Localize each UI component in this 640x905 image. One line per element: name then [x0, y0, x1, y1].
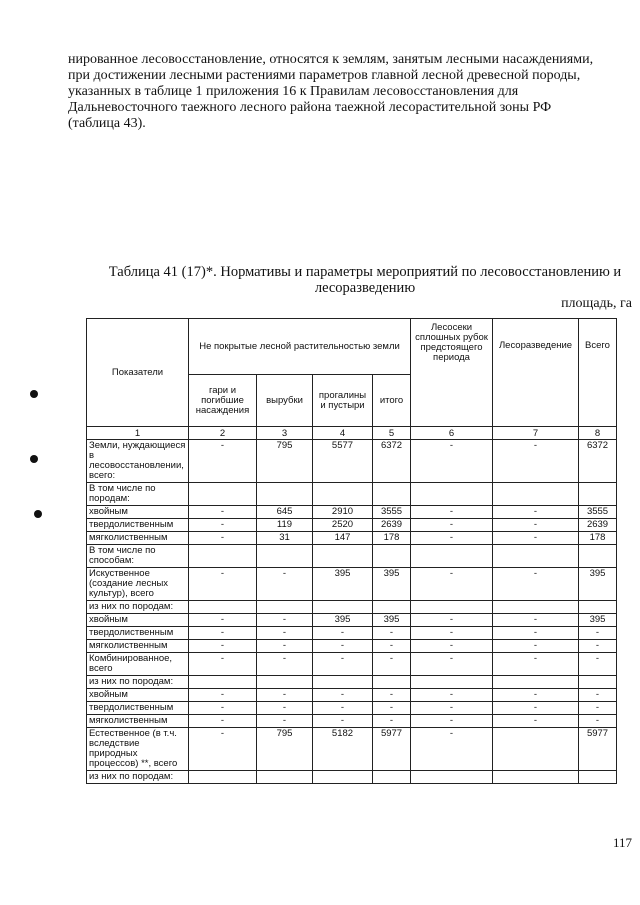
row-value [493, 545, 579, 568]
table-body [87, 440, 617, 784]
row-value: - [411, 440, 493, 483]
intro-line: (таблица 43). [68, 116, 146, 131]
row-value: - [257, 640, 313, 653]
row-value: 31 [257, 532, 313, 545]
header-not-covered-group: Не покрытые лесной растительностью земли [189, 319, 411, 375]
row-value [579, 601, 617, 614]
row-value: - [373, 640, 411, 653]
row-label: из них по породам: [87, 771, 189, 784]
row-value [257, 483, 313, 506]
row-value: 395 [373, 568, 411, 601]
header-burned: гари и погибшие насаждения [189, 375, 257, 427]
table-row [87, 440, 617, 483]
row-value: - [411, 519, 493, 532]
row-value: 2520 [313, 519, 373, 532]
row-value [493, 676, 579, 689]
row-value: 395 [313, 614, 373, 627]
row-label: хвойным [87, 506, 189, 519]
row-value: - [257, 614, 313, 627]
row-value [373, 483, 411, 506]
header-glades: прогалины и пустыри [313, 375, 373, 427]
table-row [87, 771, 617, 784]
intro-line: указанных в таблице 1 приложения 16 к Правилам лесовосстановления для [68, 84, 519, 99]
row-label: В том числе по способам: [87, 545, 189, 568]
row-value [313, 483, 373, 506]
row-value [493, 728, 579, 771]
row-value: 178 [579, 532, 617, 545]
table-row [87, 545, 617, 568]
row-value [579, 771, 617, 784]
row-value [189, 545, 257, 568]
row-label: Комбинированное, всего [87, 653, 189, 676]
row-label: Искуственное (создание лесных культур), всего [87, 568, 189, 601]
row-label: хвойным [87, 614, 189, 627]
row-value: - [189, 689, 257, 702]
row-value: - [493, 702, 579, 715]
row-value: - [411, 614, 493, 627]
row-value: - [493, 640, 579, 653]
row-value [373, 601, 411, 614]
row-value: - [579, 702, 617, 715]
row-value: - [257, 715, 313, 728]
row-value [579, 676, 617, 689]
row-value [493, 601, 579, 614]
row-label: твердолиственным [87, 627, 189, 640]
row-value [411, 545, 493, 568]
row-value [373, 676, 411, 689]
row-value: - [313, 715, 373, 728]
row-value: 5182 [313, 728, 373, 771]
col-number: 6 [411, 427, 493, 440]
row-value [411, 771, 493, 784]
col-number: 4 [313, 427, 373, 440]
row-value: 6372 [373, 440, 411, 483]
row-value: - [189, 728, 257, 771]
header-previous-cuts: Лесосеки сплошных рубок предстоящего периода [411, 319, 493, 427]
col-number: 8 [579, 427, 617, 440]
row-value: - [411, 728, 493, 771]
row-value: 2639 [579, 519, 617, 532]
row-value: - [493, 614, 579, 627]
row-value: 645 [257, 506, 313, 519]
row-label: твердолиственным [87, 519, 189, 532]
row-value: - [257, 689, 313, 702]
table-row [87, 483, 617, 506]
header-total: Всего [579, 319, 617, 427]
row-value: - [189, 715, 257, 728]
table-row [87, 568, 617, 601]
column-numbers-row [87, 427, 617, 440]
row-value: - [493, 627, 579, 640]
row-value: - [313, 689, 373, 702]
row-value: - [411, 653, 493, 676]
row-value [579, 545, 617, 568]
intro-paragraph [68, 52, 614, 132]
row-value: - [579, 653, 617, 676]
row-value: - [189, 506, 257, 519]
row-label: мягколиственным [87, 640, 189, 653]
row-label: Естественное (в т.ч. вследствие природных процессов) **, всего [87, 728, 189, 771]
row-value: - [493, 568, 579, 601]
col-number: 7 [493, 427, 579, 440]
row-label: из них по породам: [87, 601, 189, 614]
row-value [411, 676, 493, 689]
table-title: Таблица 41 (17)*. Нормативы и параметры мероприятий по лесовосстановлению и лесоразведению [108, 264, 622, 296]
row-value [493, 771, 579, 784]
row-value [257, 601, 313, 614]
col-number: 2 [189, 427, 257, 440]
row-label: Земли, нуждающиеся в лесовосстановлении, всего: [87, 440, 189, 483]
row-value: 3555 [373, 506, 411, 519]
row-value: - [373, 627, 411, 640]
intro-line: нированное лесовосстановление, относятся к землям, занятым лесными насаждениями, [68, 52, 594, 67]
row-value [313, 545, 373, 568]
row-value: - [579, 627, 617, 640]
row-value [579, 483, 617, 506]
row-value: - [493, 715, 579, 728]
row-value [189, 601, 257, 614]
row-value: - [373, 702, 411, 715]
row-label: мягколиственным [87, 715, 189, 728]
row-value: 395 [579, 614, 617, 627]
row-value: - [189, 532, 257, 545]
row-value [189, 483, 257, 506]
row-value: 795 [257, 728, 313, 771]
row-label: мягколиственным [87, 532, 189, 545]
row-value: 147 [313, 532, 373, 545]
row-value [257, 545, 313, 568]
row-value: - [189, 653, 257, 676]
row-value: - [257, 627, 313, 640]
row-value: - [313, 640, 373, 653]
row-value: - [411, 715, 493, 728]
header-clearcuts: вырубки [257, 375, 313, 427]
binder-hole-mark [30, 390, 38, 398]
table-row [87, 728, 617, 771]
row-value: - [189, 627, 257, 640]
col-number: 3 [257, 427, 313, 440]
row-value: 395 [373, 614, 411, 627]
page-number: 117 [612, 835, 632, 850]
table-row [87, 601, 617, 614]
col-number: 1 [87, 427, 189, 440]
row-value: - [493, 653, 579, 676]
row-value: 5977 [579, 728, 617, 771]
row-value [373, 545, 411, 568]
row-value: 395 [313, 568, 373, 601]
row-value [411, 483, 493, 506]
row-value [411, 601, 493, 614]
row-value [189, 771, 257, 784]
row-label: твердолиственным [87, 702, 189, 715]
table-row [87, 676, 617, 689]
row-value: - [411, 506, 493, 519]
row-value: - [189, 519, 257, 532]
row-value: - [493, 440, 579, 483]
table-row [87, 614, 617, 627]
row-value: - [373, 689, 411, 702]
row-value: - [579, 689, 617, 702]
row-label: В том числе по породам: [87, 483, 189, 506]
table-row [87, 640, 617, 653]
row-value: - [493, 519, 579, 532]
row-value: 395 [579, 568, 617, 601]
row-value [373, 771, 411, 784]
row-value [257, 771, 313, 784]
row-label: хвойным [87, 689, 189, 702]
row-value: - [373, 653, 411, 676]
row-value: - [189, 614, 257, 627]
row-value: 6372 [579, 440, 617, 483]
row-value: 795 [257, 440, 313, 483]
row-value: 2639 [373, 519, 411, 532]
row-value [493, 483, 579, 506]
row-value: - [493, 689, 579, 702]
row-value: 5577 [313, 440, 373, 483]
row-value: - [411, 532, 493, 545]
row-value: - [493, 506, 579, 519]
table-row [87, 689, 617, 702]
row-value: - [411, 689, 493, 702]
header-afforestation: Лесоразведение [493, 319, 579, 427]
table-row [87, 627, 617, 640]
row-value: 119 [257, 519, 313, 532]
row-value [313, 676, 373, 689]
intro-line: Дальневосточного таежного лесного района таежной лесорастительной зоны РФ [68, 100, 552, 115]
row-value: - [257, 702, 313, 715]
row-value [257, 676, 313, 689]
row-value: - [411, 568, 493, 601]
table-row [87, 506, 617, 519]
row-value: - [373, 715, 411, 728]
row-value: - [189, 568, 257, 601]
row-value: - [493, 532, 579, 545]
row-value: 2910 [313, 506, 373, 519]
row-value: - [189, 702, 257, 715]
binder-hole-mark [34, 510, 42, 518]
row-value: - [313, 653, 373, 676]
row-value: - [411, 702, 493, 715]
row-value: 178 [373, 532, 411, 545]
header-group-total: итого [373, 375, 411, 427]
row-value: - [313, 702, 373, 715]
reforestation-table [86, 318, 617, 784]
row-value: - [579, 715, 617, 728]
row-value: - [411, 627, 493, 640]
row-value: - [189, 640, 257, 653]
row-value [189, 676, 257, 689]
row-value: - [579, 640, 617, 653]
row-value: - [313, 627, 373, 640]
table-row [87, 715, 617, 728]
row-value [313, 771, 373, 784]
row-value: - [189, 440, 257, 483]
row-value: 3555 [579, 506, 617, 519]
row-value [313, 601, 373, 614]
row-value: 5977 [373, 728, 411, 771]
unit-label: площадь, га [561, 296, 632, 311]
table-row [87, 653, 617, 676]
row-value: - [411, 640, 493, 653]
row-label: из них по породам: [87, 676, 189, 689]
col-number: 5 [373, 427, 411, 440]
row-value: - [257, 568, 313, 601]
table-row [87, 532, 617, 545]
header-indicators: Показатели [87, 319, 189, 427]
intro-line: при достижении лесными растениями параметров главной лесной древесной породы, [68, 68, 581, 83]
row-value: - [257, 653, 313, 676]
table-row [87, 519, 617, 532]
table-row [87, 702, 617, 715]
binder-hole-mark [30, 455, 38, 463]
